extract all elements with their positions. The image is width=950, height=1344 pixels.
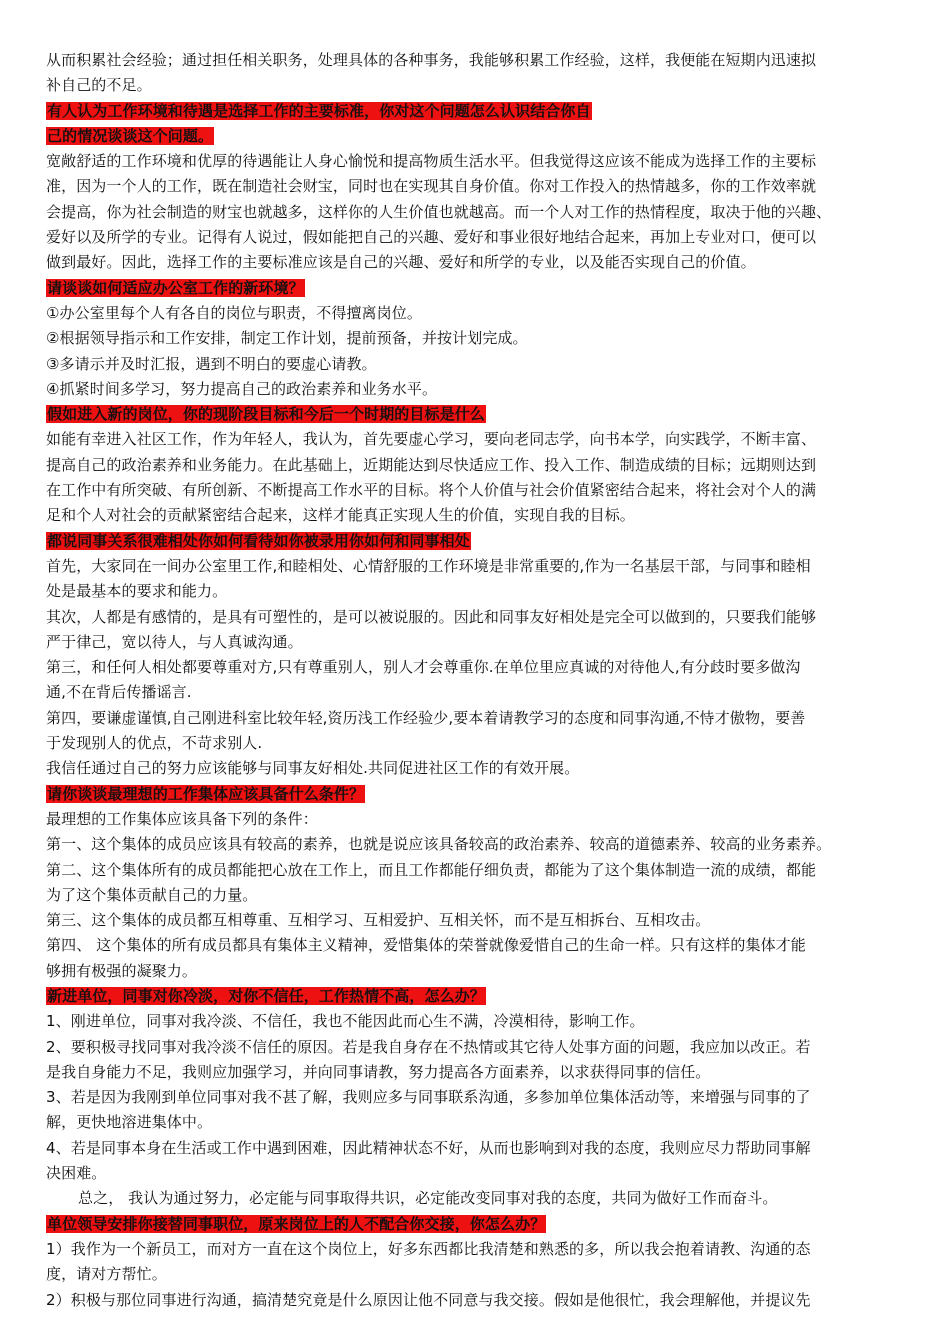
paragraph-line: [46, 630, 908, 655]
paragraph-line: [46, 73, 908, 98]
paragraph-line: [46, 200, 908, 225]
paragraph-text: 处是最基本的要求和能力。: [46, 582, 228, 601]
paragraph-text: ④抓紧时间多学习，努力提高自己的政治素养和业务水平。: [46, 379, 438, 398]
paragraph-line: [46, 1288, 908, 1313]
paragraph-text: 第三，和任何人相处都要尊重对方,只有尊重别人，别人才会尊重你.在单位里应真诚的对待他人,有分歧时要多做沟: [46, 658, 801, 677]
paragraph-line: [46, 1186, 908, 1211]
paragraph-line: [46, 149, 908, 174]
paragraph-text: 准，因为一个人的工作，既在制造社会财宝，同时也在实现其自身价值。你对工作投入的热情越多，你的工作效率就: [46, 177, 817, 196]
paragraph-line: [46, 225, 908, 250]
paragraph-line: [46, 655, 908, 680]
paragraph-text: 我信任通过自己的努力应该能够与同事友好相处.共同促进社区工作的有效开展。: [46, 759, 580, 778]
paragraph-text: ②根据领导指示和工作安排，制定工作计划，提前预备，并按计划完成。: [46, 329, 528, 348]
paragraph-text: 是我自身能力不足，我则应加强学习，并向同事请教，努力提高各方面素养，以求获得同事的信任。: [46, 1062, 711, 1081]
paragraph-text: 第四，要谦虚谨慎,自己刚进科室比较年轻,资历浅工作经验少,要本着请教学习的态度和同事沟通,不恃才傲物，要善: [46, 708, 806, 727]
paragraph-line: [46, 1161, 908, 1186]
paragraph-line: [46, 1237, 908, 1262]
paragraph-line: [46, 706, 908, 731]
paragraph-text: 于发现别人的优点，不苛求别人.: [46, 734, 263, 753]
paragraph-line: [46, 959, 908, 984]
question-heading-text: 都说同事关系很难相处你如何看待如你被录用你如何和同事相处: [47, 531, 470, 550]
paragraph-line: [46, 832, 908, 857]
paragraph-text: 其次，人都是有感情的，是具有可塑性的，是可以被说服的。因此和同事友好相处是完全可以做到的，只要我们能够: [46, 607, 817, 626]
question-heading-text: 假如进入新的岗位，你的现阶段目标和今后一个时期的目标是什么: [47, 405, 485, 424]
question-heading-text: 有人认为工作环境和待遇是选择工作的主要标准，你对这个问题怎么认识结合你自: [47, 101, 591, 120]
paragraph-text: 会提高，你为社会制造的财宝也就越多，这样你的人生价值也就越高。而一个人对工作的热情程度，取决于他的兴趣、: [46, 202, 832, 221]
paragraph-line: [46, 453, 908, 478]
paragraph-text: 度，请对方帮忙。: [46, 1265, 167, 1284]
paragraph-line: [46, 1136, 908, 1161]
paragraph-text: ③多请示并及时汇报，遇到不明白的要虚心请教。: [46, 354, 377, 373]
paragraph-line: [46, 250, 908, 275]
paragraph-text: 2）积极与那位同事进行沟通，搞清楚究竟是什么原因让他不同意与我交接。假如是他很忙，我会理解他，并提议先: [46, 1290, 811, 1309]
paragraph-text: 4、若是同事本身在生活或工作中遇到困难，因此精神状态不好，从而也影响到对我的态度，我则应尽力帮助同事解: [46, 1138, 811, 1157]
paragraph-line: [46, 174, 908, 199]
question-heading: [46, 124, 908, 149]
paragraph-text: 在工作中有所突破、有所创新、不断提高工作水平的目标。将个人价值与社会价值紧密结合起来，将社会对个人的满: [46, 481, 817, 500]
document-body: [46, 48, 908, 1313]
question-heading-text: 请谈谈如何适应办公室工作的新环境？: [47, 278, 304, 297]
paragraph-line: [46, 1085, 908, 1110]
paragraph-text: 够拥有极强的凝聚力。: [46, 961, 198, 980]
question-heading-text: 己的情况谈谈这个问题。: [47, 126, 214, 145]
paragraph-text: 如能有幸进入社区工作，作为年轻人，我认为，首先要虚心学习，要向老同志学，向书本学，向实践学，不断丰富、: [46, 430, 817, 449]
paragraph-line: [46, 680, 908, 705]
paragraph-line: [46, 478, 908, 503]
question-heading: [46, 782, 908, 807]
question-heading: [46, 1212, 908, 1237]
paragraph-line: [46, 756, 908, 781]
paragraph-text: 总之， 我认为通过努力，必定能与同事取得共识，必定能改变同事对我的态度，共同为做好工作而奋斗。: [78, 1189, 778, 1208]
paragraph-text: 第三、这个集体的成员都互相尊重、互相学习、互相爱护、互相关怀，而不是互相拆台、互相攻击。: [46, 911, 711, 930]
paragraph-line: [46, 301, 908, 326]
paragraph-line: [46, 554, 908, 579]
paragraph-text: 第二、这个集体所有的成员都能把心放在工作上，而且工作都能仔细负责，都能为了这个集体制造一流的成绩，都能: [46, 860, 817, 879]
paragraph-text: 通,不在背后传播谣言.: [46, 683, 192, 702]
paragraph-text: 第一、这个集体的成员应该具有较高的素养，也就是说应该具备较高的政治素养、较高的道德素养、较高的业务素养。: [46, 835, 832, 854]
paragraph-line: [46, 1060, 908, 1085]
paragraph-text: 2、要积极寻找同事对我冷淡不信任的原因。若是我自身存在不热情或其它待人处事方面的问题，我应加以改正。若: [46, 1037, 811, 1056]
paragraph-text: 严于律己，宽以待人，与人真诚沟通。: [46, 632, 303, 651]
paragraph-line: [46, 326, 908, 351]
paragraph-line: [46, 858, 908, 883]
paragraph-text: 1、刚进单位，同事对我冷淡、不信任，我也不能因此而心生不满，冷漠相待，影响工作。: [46, 1012, 645, 1031]
paragraph-text: 首先，大家同在一间办公室里工作,和睦相处、心情舒服的工作环境是非常重要的,作为一名基层干部，与同事和睦相: [46, 556, 811, 575]
question-heading-text: 单位领导安排你接替同事职位，原来岗位上的人不配合你交接，你怎么办？: [47, 1214, 546, 1233]
paragraph-line: [46, 377, 908, 402]
paragraph-text: 补自己的不足。: [46, 76, 152, 95]
paragraph-text: 做到最好。因此，选择工作的主要标准应该是自己的兴趣、爱好和所学的专业，以及能否实现自己的价值。: [46, 253, 756, 272]
paragraph-line: [46, 1262, 908, 1287]
question-heading: [46, 276, 908, 301]
paragraph-text: 从而积累社会经验；通过担任相关职务，处理具体的各种事务，我能够积累工作经验，这样，我便能在短期内迅速拟: [46, 51, 817, 69]
paragraph-line: [46, 1035, 908, 1060]
paragraph-text: 最理想的工作集体应该具备下列的条件：: [46, 809, 318, 828]
paragraph-line: [46, 1009, 908, 1034]
paragraph-line: [46, 908, 908, 933]
paragraph-line: [46, 1110, 908, 1135]
paragraph-text: 决困难。: [46, 1164, 107, 1183]
paragraph-line: [46, 503, 908, 528]
paragraph-line: [46, 605, 908, 630]
paragraph-line: [46, 579, 908, 604]
question-heading: [46, 402, 908, 427]
paragraph-text: 为了这个集体贡献自己的力量。: [46, 885, 258, 904]
paragraph-line: [46, 48, 908, 73]
question-heading: [46, 99, 908, 124]
question-heading-text: 新进单位，同事对你冷淡，对你不信任，工作热情不高，怎么办？: [47, 986, 485, 1005]
paragraph-line: [46, 731, 908, 756]
question-heading: [46, 529, 908, 554]
paragraph-text: 第四、 这个集体的所有成员都具有集体主义精神，爱惜集体的荣誉就像爱惜自己的生命一样。只有这样的集体才能: [46, 936, 806, 955]
paragraph-line: [46, 807, 908, 832]
paragraph-text: 解，更快地溶进集体中。: [46, 1113, 213, 1132]
question-heading-text: 请你谈谈最理想的工作集体应该具备什么条件？: [47, 784, 365, 803]
paragraph-line: [46, 427, 908, 452]
paragraph-line: [46, 933, 908, 958]
paragraph-text: ①办公室里每个人有各自的岗位与职责，不得擅离岗位。: [46, 303, 422, 322]
paragraph-line: [46, 883, 908, 908]
paragraph-text: 3、若是因为我刚到单位同事对我不甚了解，我则应多与同事联系沟通，多参加单位集体活动等，来增强与同事的了: [46, 1088, 811, 1107]
paragraph-text: 宽敞舒适的工作环境和优厚的待遇能让人身心愉悦和提高物质生活水平。但我觉得这应该不能成为选择工作的主要标: [46, 152, 817, 171]
paragraph-text: 爱好以及所学的专业。记得有人说过，假如能把自己的兴趣、爱好和事业很好地结合起来，再加上专业对口，便可以: [46, 228, 817, 247]
paragraph-text: 提高自己的政治素养和业务能力。在此基础上，近期能达到尽快适应工作、投入工作、制造成绩的目标；远期则达到: [46, 455, 817, 474]
paragraph-text: 1）我作为一个新员工，而对方一直在这个岗位上，好多东西都比我清楚和熟悉的多，所以我会抱着请教、沟通的态: [46, 1239, 811, 1258]
paragraph-text: 足和个人对社会的贡献紧密结合起来，这样才能真正实现人生的价值，实现自我的目标。: [46, 506, 635, 525]
question-heading: [46, 984, 908, 1009]
paragraph-line: [46, 352, 908, 377]
